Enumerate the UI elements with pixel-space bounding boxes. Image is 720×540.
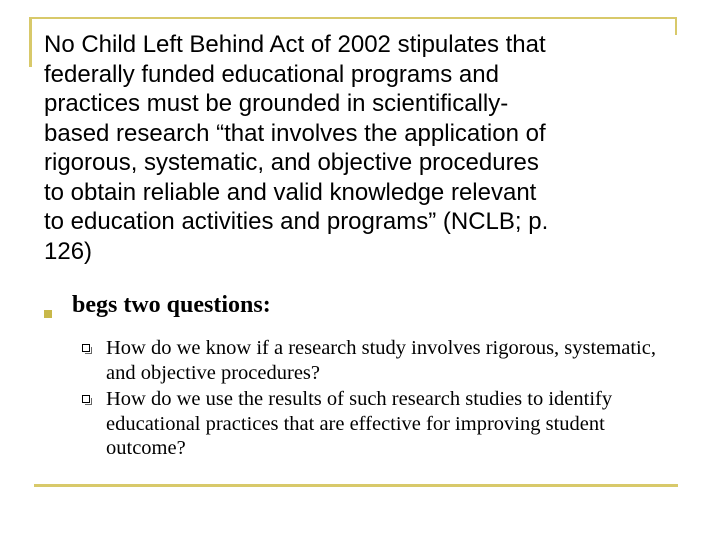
frame-bottom-rule bbox=[34, 484, 678, 487]
intro-paragraph: No Child Left Behind Act of 2002 stipulates that federally funded educational programs and practices must be grounded in scientifically- based research “that involves the application of rigorous, systematic, and objective procedures to obtain reliable and valid knowledge relevant to education activities and programs” (NCLB; p. 126) bbox=[44, 31, 549, 265]
sub-bullet-item bbox=[106, 387, 686, 461]
sub-bullet-item bbox=[106, 336, 686, 385]
frame-top-rule bbox=[29, 17, 677, 19]
hollow-square-bullet-icon bbox=[82, 395, 90, 403]
frame-left-rule bbox=[29, 17, 32, 67]
hollow-square-bullet-icon bbox=[82, 344, 90, 352]
sub-bullet-text: How do we know if a research study involves rigorous, systematic, and objective procedures? bbox=[106, 337, 656, 384]
sub-bullet-list bbox=[106, 336, 686, 463]
main-bullet bbox=[44, 292, 684, 326]
square-bullet-icon bbox=[44, 310, 52, 318]
sub-bullet-text: How do we use the results of such research studies to identify educational practices that are effective for improving student outcome? bbox=[106, 388, 613, 459]
main-bullet-text: begs two questions: bbox=[72, 292, 271, 318]
